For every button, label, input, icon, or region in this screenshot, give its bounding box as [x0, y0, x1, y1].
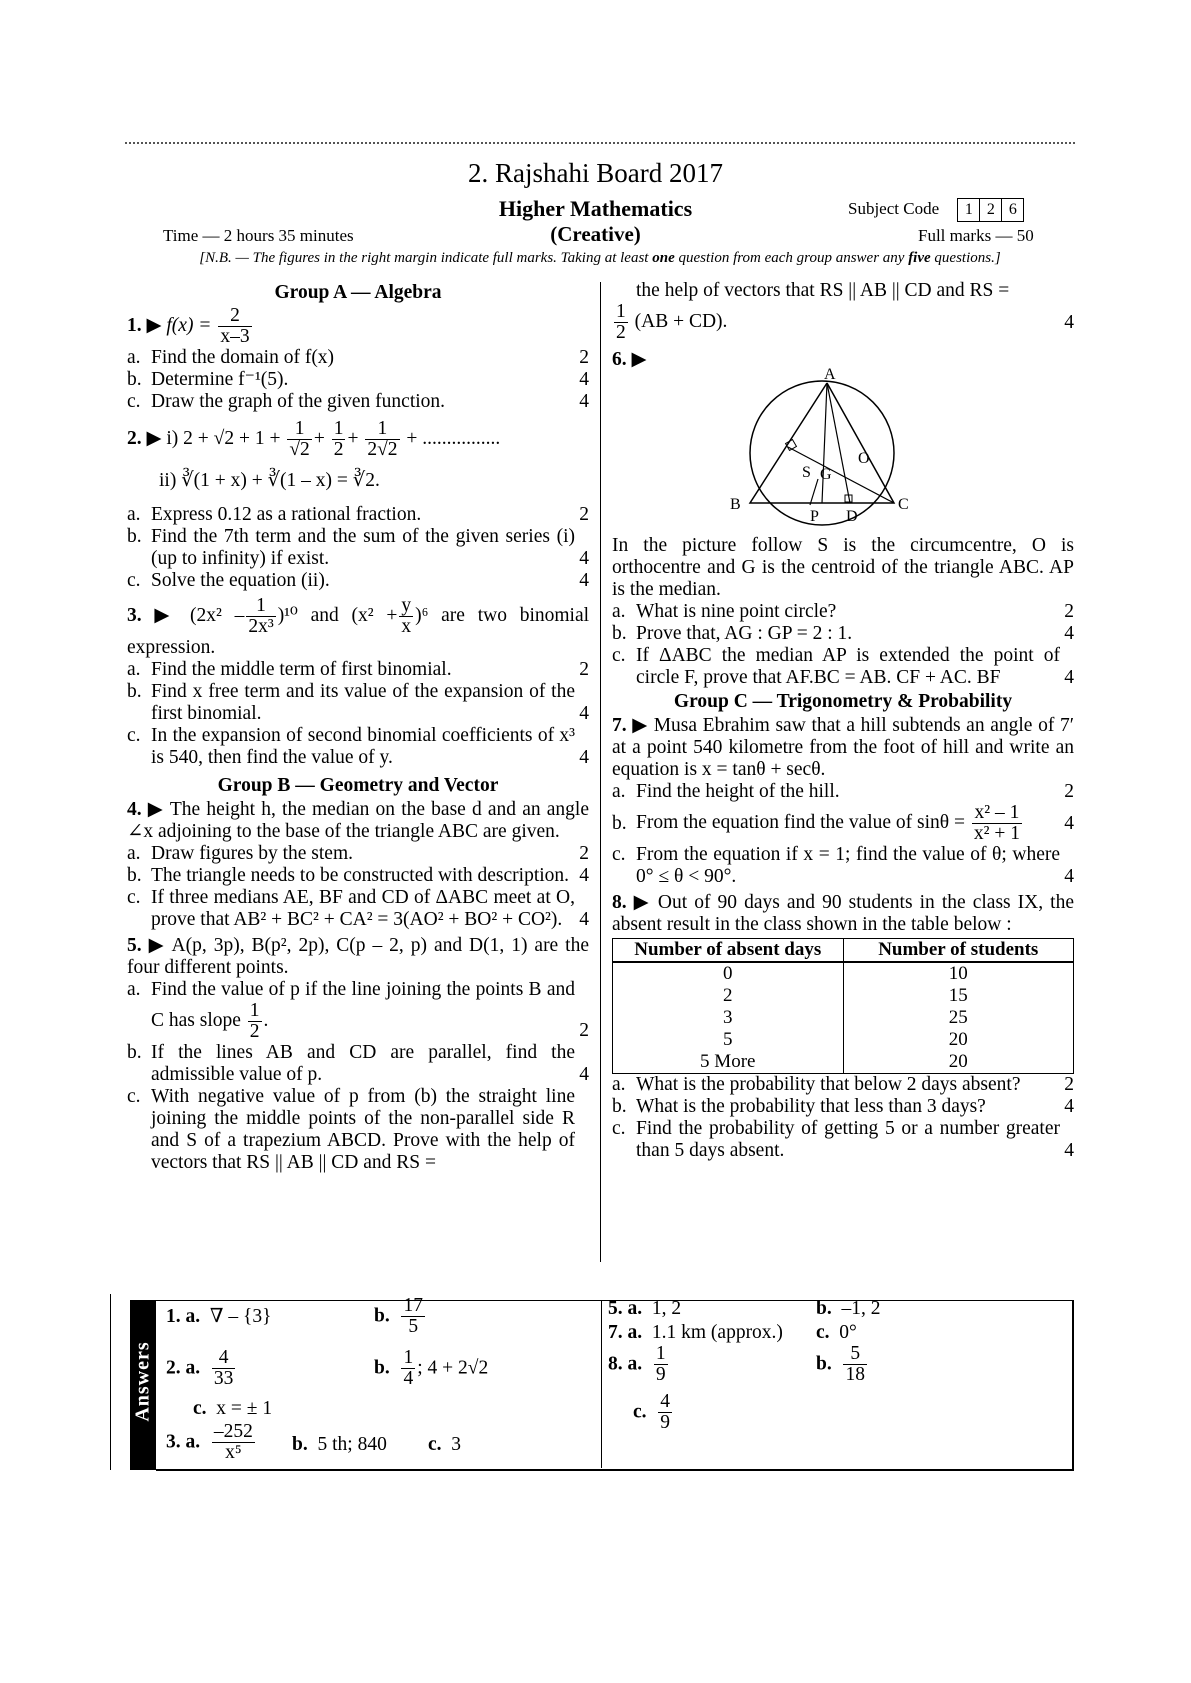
part-text: Find the middle term of first binomial.	[151, 659, 452, 680]
table-cell: 3	[613, 1007, 844, 1029]
left-column	[127, 280, 590, 1173]
fraction-den: x⁵	[225, 1442, 242, 1463]
answer-8c	[633, 1392, 674, 1433]
fraction	[614, 302, 628, 343]
fraction-den: 33	[213, 1368, 234, 1389]
q2-part-b	[127, 526, 589, 570]
fraction-den: √2	[289, 439, 310, 460]
part-marks: 4	[579, 548, 589, 569]
table-header: Number of absent days	[613, 939, 844, 963]
question-stem: The height h, the median on the base d and an angle ∠x adjoining to the base of the triangle ABC are given.	[127, 799, 589, 842]
table-cell: 0	[613, 962, 844, 985]
question-stem: A(p, 3p), B(p², 2p), C(p – 2, p) and D(1, 1) are the four different points.	[127, 935, 589, 978]
fraction-num: y	[401, 595, 412, 616]
part-marks: 2	[1064, 1074, 1074, 1095]
part-text: Find the value of p if the line joining the points B and C has slope $\frac{1}{2}$ .	[151, 979, 575, 1042]
part-marks: 4	[1064, 667, 1074, 688]
part-text-body: From the equation find the value of sinθ =	[636, 811, 966, 833]
part-text: Find x free term and its value of the expansion of the first binomial.	[151, 681, 575, 724]
triangle-circle-figure	[612, 366, 1074, 525]
answers-label: Answers	[131, 1341, 154, 1422]
part-text: If ΔABC the median AP is extended the point of circle F, prove that AF.BC = AB. CF + AC. BF	[636, 645, 1060, 688]
answer-5b	[816, 1298, 880, 1320]
series-expr: + ................	[406, 427, 501, 449]
fraction-num: 2	[218, 306, 251, 327]
q4-part-b	[127, 865, 589, 887]
answer-label: 8. a.	[608, 1353, 643, 1375]
answer-1b	[374, 1296, 427, 1337]
part-marks: 4	[1064, 812, 1074, 834]
part-label: c.	[127, 391, 141, 412]
table-cell: 20	[843, 1029, 1074, 1051]
table-header: Number of students	[843, 939, 1074, 963]
answers-tab	[130, 1300, 156, 1470]
q8-part-c	[612, 1118, 1074, 1162]
part-text: Find the 7th term and the sum of the given series (i) (up to infinity) if exist.	[151, 526, 575, 569]
answer-label: c.	[193, 1398, 207, 1419]
answer-label: 5. a.	[608, 1298, 643, 1319]
part-label: b.	[127, 865, 142, 886]
code-digit: 2	[979, 199, 1001, 221]
answer-2a	[166, 1348, 237, 1389]
table-cell: 20	[843, 1051, 1074, 1074]
code-digit: 6	[1001, 199, 1023, 221]
part-label: c.	[612, 645, 626, 666]
question-number: 1. ▶	[127, 314, 162, 336]
q1-part-a	[127, 347, 589, 369]
fraction-num: x² – 1	[972, 803, 1022, 824]
question-number: 5. ▶	[127, 935, 166, 956]
answer-8a	[608, 1344, 670, 1385]
part-label: b.	[612, 1096, 627, 1117]
table-cell: 5 More	[613, 1051, 844, 1074]
table-row	[613, 962, 1074, 985]
fraction	[212, 1348, 236, 1389]
exam-title: 2. Rajshahi Board 2017	[468, 158, 723, 188]
part-marks: 2	[579, 843, 589, 864]
answer-label: b.	[374, 1357, 390, 1379]
q6-part-c	[612, 645, 1074, 689]
fraction-den: x–3	[220, 326, 250, 347]
code-digit: 1	[964, 201, 973, 218]
answer-7c	[816, 1322, 857, 1344]
answer-3a	[166, 1422, 257, 1463]
part-marks: 2	[579, 1020, 589, 1041]
answer-label: b.	[292, 1434, 308, 1455]
part-marks: 4	[1064, 311, 1074, 333]
question-7	[612, 715, 1074, 781]
part-marks: 4	[1064, 866, 1074, 887]
fraction	[246, 596, 275, 637]
q1-part-c	[127, 391, 589, 413]
answer-value: 5 th; 840	[317, 1434, 387, 1455]
fraction	[212, 1422, 255, 1463]
part-marks: 4	[579, 703, 589, 724]
question-stem: Out of 90 days and 90 students in the class IX, the absent result in the class shown in the table below :	[612, 892, 1075, 935]
full-marks: Full marks — 50	[918, 226, 1034, 245]
part-marks: 2	[579, 347, 589, 368]
q8-part-a	[612, 1074, 1074, 1096]
group-a-heading: Group A — Algebra	[274, 282, 442, 303]
part-text: With negative value of p from (b) the straight line joining the middle points of the non-parallel side R and S of a trapezium ABCD. Prove with the help of vectors that RS || AB || CD and RS =	[151, 1086, 575, 1173]
part-label: c.	[127, 1086, 141, 1107]
exam-time: Time — 2 hours 35 minutes	[163, 226, 354, 245]
part-text: If three medians AE, BF and CD of ΔABC meet at O, prove that AB² + BC² + CA² = 3(AO² + BO² + CO²).	[151, 887, 575, 930]
part-label: a.	[127, 979, 141, 1000]
label-b: B	[730, 496, 741, 513]
fraction-den: 2	[333, 439, 344, 460]
answer-value: 1, 2	[651, 1298, 682, 1319]
fraction-den: 2	[249, 1021, 260, 1042]
part-text: What is the probability that below 2 days absent?	[636, 1074, 1021, 1095]
fraction-den: 9	[660, 1412, 671, 1433]
part-label: a.	[127, 659, 141, 680]
fraction-num: 1	[365, 419, 399, 440]
subject-code-label: Subject Code	[848, 198, 940, 218]
fraction-den: 2	[616, 322, 626, 343]
answer-5a	[608, 1298, 681, 1320]
part-label: a.	[612, 781, 626, 802]
table-row	[613, 985, 1074, 1007]
part-label: a.	[127, 347, 141, 368]
part-marks: 4	[579, 1064, 589, 1085]
table-header-row	[613, 939, 1074, 963]
answer-label: b.	[816, 1353, 832, 1375]
fraction	[972, 803, 1022, 844]
part-label: b.	[612, 812, 627, 834]
part-text	[636, 803, 1060, 844]
question-2: 2. ▶ i) 2 + √2 + 1 + $\frac{1}{√2}$ + $\frac{1}{2}$ + $\frac{1}{2√2}$ + ................	[127, 418, 501, 460]
question-6	[612, 349, 1074, 371]
part-text: Draw the graph of the given function.	[151, 391, 446, 412]
q4-part-c	[127, 887, 589, 931]
answer-7a	[608, 1322, 783, 1344]
q5c-continuation: the help of vectors that RS || AB || CD and RS =	[636, 280, 1010, 301]
part-label: c.	[612, 1118, 626, 1139]
answer-1a	[166, 1306, 271, 1328]
part-label: b.	[127, 1042, 142, 1063]
part-marks: 4	[1064, 623, 1074, 644]
fraction-den: 4	[403, 1368, 414, 1389]
part-text: Determine f⁻¹(5).	[151, 369, 289, 390]
part-text: In the expansion of second binomial coefficients of x³ is 540, then find the value of y.	[151, 725, 575, 768]
question-stem: are two binomial expression.	[127, 604, 590, 658]
fraction-den: 5	[408, 1316, 419, 1337]
q6-part-b	[612, 623, 1074, 645]
subject-code-boxes	[957, 198, 1024, 222]
label-a: A	[824, 366, 836, 383]
part-marks-empty	[575, 1086, 589, 1152]
q3-part-c	[127, 725, 589, 769]
part-text: What is nine point circle?	[636, 601, 837, 622]
part-text: Find the height of the hill.	[636, 781, 840, 802]
part-marks: 4	[579, 391, 589, 412]
part-marks: 4	[1064, 1140, 1074, 1161]
answer-label: 2. a.	[166, 1357, 201, 1379]
question-stem: In the picture follow S is the circumcentre, O is orthocentre and G is the centroid of the triangle ABC. AP is the median.	[612, 535, 1074, 600]
part-label: b.	[127, 526, 142, 547]
label-o: O	[858, 450, 870, 467]
group-b-heading: Group B — Geometry and Vector	[217, 775, 499, 796]
q7-part-b	[612, 803, 1074, 844]
fraction-den: 9	[655, 1364, 666, 1385]
answer-2c	[193, 1398, 272, 1420]
q3-part-b	[127, 681, 589, 725]
answer-value: –1, 2	[841, 1298, 881, 1319]
nb-text: [N.B. — The figures in the right margin indicate full marks. Taking at least	[199, 250, 653, 266]
fraction-den: 18	[845, 1364, 865, 1385]
part-marks: 2	[1064, 601, 1074, 622]
fraction-num: 1	[655, 1343, 666, 1364]
part-label: b.	[612, 623, 627, 644]
part-text: Solve the equation (ii).	[151, 570, 330, 591]
question-stem: Musa Ebrahim saw that a hill subtends an angle of 7′ at a point 540 kilometre from the foot of hill and write an equation is x = tanθ + secθ.	[612, 715, 1075, 780]
answer-value: ; 4 + 2√2	[417, 1357, 489, 1379]
part-marks: 4	[579, 747, 589, 768]
subject-code	[848, 198, 1024, 222]
q8-part-b	[612, 1096, 1074, 1118]
equation-ii: ii) ∛(1 + x) + ∛(1 – x) = ∛2.	[159, 470, 380, 491]
q6-part-a	[612, 601, 1074, 623]
q5-part-a	[127, 979, 589, 1042]
part-marks: 4	[579, 909, 589, 930]
binomial-power: )¹⁰	[277, 604, 298, 626]
table-cell: 5	[613, 1029, 844, 1051]
fraction	[654, 1344, 668, 1385]
part-marks: 4	[579, 570, 589, 591]
part-text: The triangle needs to be constructed with description.	[151, 865, 570, 886]
part-label: a.	[612, 1074, 626, 1095]
part-label: c.	[127, 725, 141, 746]
fraction	[401, 1348, 415, 1389]
question-3	[127, 596, 589, 659]
fraction-den: 2√2	[367, 439, 398, 460]
function-expr: f(x) =	[166, 314, 212, 336]
answer-label: c.	[428, 1434, 442, 1455]
fraction	[401, 1296, 425, 1337]
q4-part-a	[127, 843, 589, 865]
answer-label: b.	[816, 1298, 832, 1319]
part-marks: 4	[579, 369, 589, 390]
fraction	[287, 419, 311, 460]
answer-label: 3. a.	[166, 1431, 201, 1453]
fraction	[658, 1392, 672, 1433]
answer-2b	[374, 1348, 488, 1389]
q2-part-c	[127, 570, 589, 592]
median-ap	[822, 383, 827, 503]
absence-table	[612, 938, 1074, 1074]
right-column	[612, 280, 1074, 1162]
q2-part-a	[127, 504, 589, 526]
fraction	[248, 1001, 262, 1042]
instructions	[130, 250, 1070, 267]
fraction-den: x	[401, 616, 412, 637]
fraction-num: 4	[660, 1391, 671, 1412]
part-marks: 4	[1064, 1096, 1074, 1117]
q7-part-c	[612, 844, 1074, 888]
group-c-heading: Group C — Trigonometry & Probability	[673, 691, 1013, 712]
part-text: Prove that, AG : GP = 2 : 1.	[636, 623, 853, 644]
binomial-power: )⁶	[415, 604, 429, 626]
fraction-den: x² + 1	[973, 823, 1020, 844]
table-cell: 10	[843, 962, 1074, 985]
fraction-num: 17	[403, 1295, 423, 1316]
fraction-num: 1	[616, 301, 626, 322]
part-text: Find the domain of f(x)	[151, 347, 335, 368]
fraction-num: –252	[213, 1421, 253, 1442]
answers-divider	[601, 1300, 602, 1468]
q7-part-a	[612, 781, 1074, 803]
answer-label: b.	[374, 1305, 390, 1327]
q5-part-b	[127, 1042, 589, 1086]
segment-s	[810, 479, 818, 505]
exam-type: (Creative)	[550, 222, 641, 246]
fraction	[365, 419, 399, 460]
answer-value: 3	[451, 1434, 462, 1455]
fraction-num: 5	[843, 1344, 867, 1365]
part-marks: 4	[579, 865, 589, 886]
question-number: 3. ▶	[127, 604, 178, 626]
answer-value: x = ± 1	[216, 1398, 273, 1419]
q1-part-b	[127, 369, 589, 391]
label-p: P	[810, 508, 819, 525]
part-label: c.	[127, 887, 141, 908]
question-4	[127, 799, 589, 843]
fraction-num: 4	[212, 1348, 236, 1369]
table-cell: 15	[843, 985, 1074, 1007]
part-label: b.	[127, 369, 142, 390]
question-number: 7. ▶	[612, 715, 649, 736]
series-expr: i) 2 + √2 + 1 +	[166, 427, 281, 449]
question-number: 2. ▶	[127, 427, 162, 449]
label-g: G	[820, 466, 832, 483]
fraction-num: 1	[333, 418, 344, 439]
part-label: c.	[127, 570, 141, 591]
answer-3b	[292, 1434, 387, 1456]
fraction-den: 2x³	[248, 616, 274, 637]
question-1	[127, 306, 589, 347]
part-label: b.	[127, 681, 142, 702]
question-number: 8. ▶	[612, 892, 651, 913]
question-8	[612, 892, 1074, 936]
table-row	[613, 1007, 1074, 1029]
part-text-body: Find the value of p if the line joining the points B and C has slope	[151, 979, 575, 1031]
fraction-num: 1	[403, 1347, 414, 1368]
part-label: a.	[612, 601, 626, 622]
answer-value: 1.1 km (approx.)	[651, 1322, 783, 1343]
q5-part-c	[127, 1086, 589, 1173]
column-divider	[600, 282, 601, 1262]
part-text: Find the probability of getting 5 or a number greater than 5 days absent.	[636, 1118, 1060, 1161]
question-number: 4. ▶	[127, 799, 165, 820]
binomial-2: (x² +	[351, 604, 398, 626]
nb-one: one	[652, 250, 675, 266]
part-text: What is the probability that less than 3 days?	[636, 1096, 986, 1117]
answer-8b	[816, 1344, 869, 1385]
nb-text: question from each group answer any	[674, 250, 909, 266]
part-text: From the equation if x = 1; find the value of θ; where 0° ≤ θ < 90°.	[636, 844, 1060, 887]
part-marks: 2	[579, 659, 589, 680]
q5c-continuation-line	[612, 302, 1074, 343]
fraction-num: 1	[287, 419, 311, 440]
table-cell: 2	[613, 985, 844, 1007]
fraction	[843, 1344, 867, 1385]
answer-value: ∇ – {3}	[209, 1306, 272, 1327]
fraction	[332, 419, 346, 460]
answer-value: 0°	[839, 1322, 857, 1343]
part-marks: 2	[579, 504, 589, 525]
question-number: 6. ▶	[612, 349, 647, 370]
answer-label: 7. a.	[608, 1322, 643, 1343]
top-dotted-rule	[125, 142, 1075, 144]
answer-label: c.	[633, 1401, 647, 1423]
part-text: If the lines AB and CD are parallel, find the admissible value of p.	[151, 1042, 575, 1085]
answer-label: 1. a.	[166, 1306, 201, 1327]
fraction-num: 1	[246, 596, 275, 617]
table-row	[613, 1029, 1074, 1051]
part-label: a.	[127, 843, 141, 864]
fraction	[218, 306, 251, 347]
fraction-num: 1	[249, 1000, 260, 1021]
fraction	[399, 596, 413, 637]
part-label: a.	[127, 504, 141, 525]
table-row	[613, 1051, 1074, 1074]
answer-3c	[428, 1434, 461, 1456]
part-text: Draw figures by the stem.	[151, 843, 353, 864]
part-label: c.	[612, 844, 626, 865]
label-c: C	[898, 496, 909, 513]
answer-label: c.	[816, 1322, 830, 1343]
altitude-ad	[827, 383, 850, 503]
label-d: D	[846, 508, 858, 525]
subject-name: Higher Mathematics	[498, 196, 693, 221]
part-text: Express 0.12 as a rational fraction.	[151, 504, 422, 525]
part-text: (AB + CD).	[634, 310, 728, 332]
label-s: S	[802, 464, 811, 481]
nb-five: five	[908, 250, 931, 266]
table-cell: 25	[843, 1007, 1074, 1029]
nb-text: questions.]	[930, 250, 1001, 266]
binomial-1: (2x² –	[189, 604, 245, 626]
conjunction: and	[310, 604, 339, 626]
part-marks: 2	[1064, 781, 1074, 802]
q3-part-a	[127, 659, 589, 681]
question-5	[127, 935, 589, 979]
